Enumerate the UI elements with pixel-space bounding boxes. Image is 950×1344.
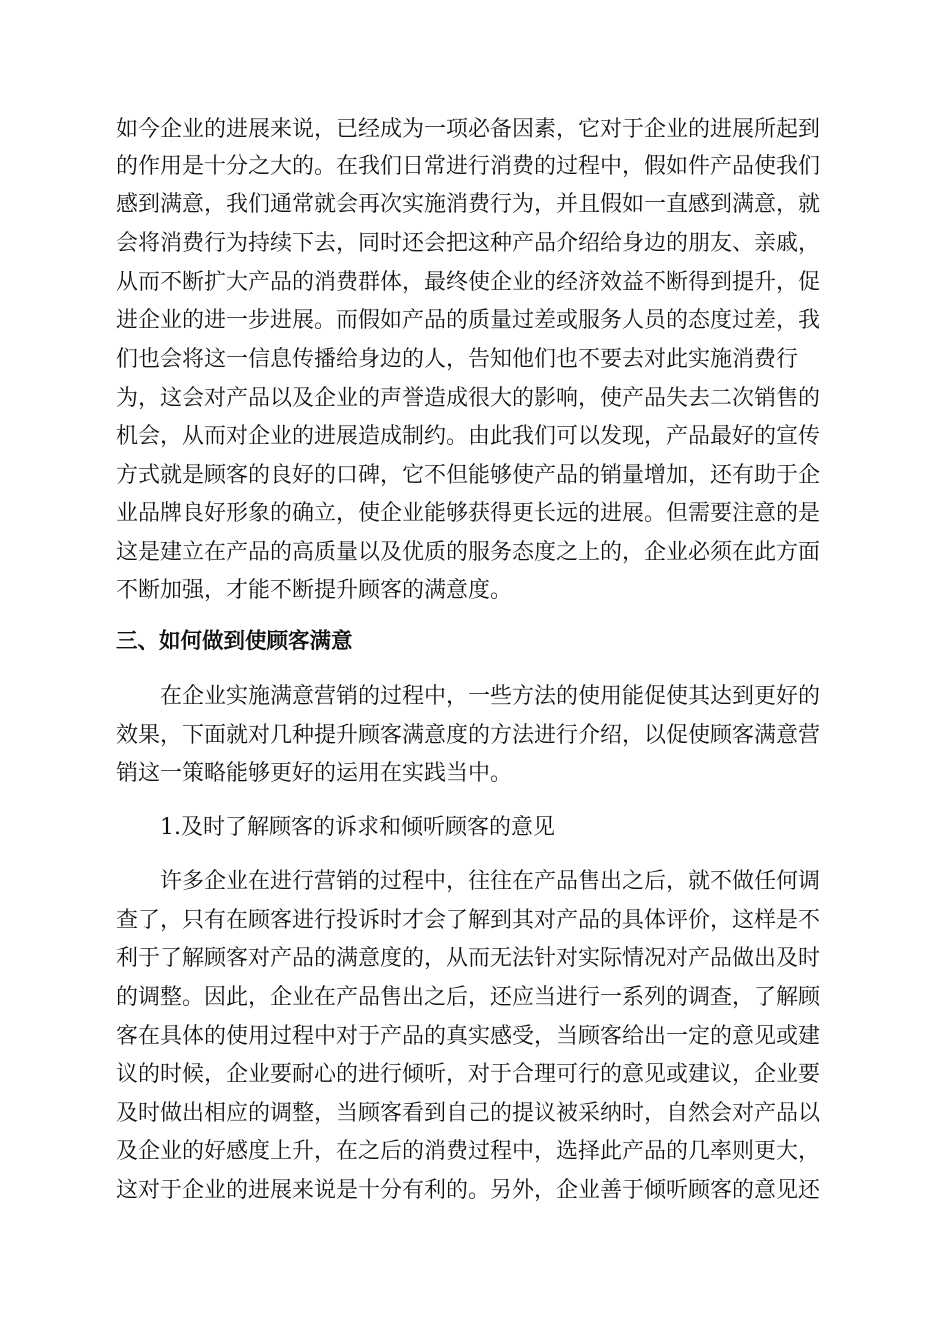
paragraph-line: 客在具体的使用过程中对于产品的真实感受，当顾客给出一定的意见或建 [116, 1024, 821, 1049]
paragraph-line: 进企业的进一步进展。而假如产品的质量过差或服务人员的态度过差，我 [116, 308, 821, 333]
paragraph-line: 业品牌良好形象的确立，使企业能够获得更长远的进展。但需要注意的是 [116, 501, 821, 526]
paragraph-line: 从而不断扩大产品的消费群体，最终使企业的经济效益不断得到提升，促 [116, 270, 821, 295]
paragraph-line: 利于了解顾客对产品的满意度的，从而无法针对实际情况对产品做出及时 [116, 946, 821, 971]
paragraph-line: 为，这会对产品以及企业的声誉造成很大的影响，使产品失去二次销售的 [116, 386, 821, 411]
subheading: 1.及时了解顾客的诉求和倾听顾客的意见 [160, 815, 555, 840]
paragraph-line: 效果，下面就对几种提升顾客满意度的方法进行介绍，以促使顾客满意营 [116, 723, 821, 748]
section-heading: 三、如何做到使顾客满意 [116, 629, 353, 654]
paragraph-line: 的作用是十分之大的。在我们日常进行消费的过程中，假如件产品使我们 [116, 154, 821, 179]
paragraph-line: 机会，从而对企业的进展造成制约。由此我们可以发现，产品最好的宣传 [116, 424, 821, 449]
paragraph-line: 的调整。因此，企业在产品售出之后，还应当进行一系列的调查，了解顾 [116, 985, 821, 1010]
paragraph-line: 方式就是顾客的良好的口碑，它不但能够使产品的销量增加，还有助于企 [116, 463, 821, 488]
paragraph-line: 在企业实施满意营销的过程中，一些方法的使用能促使其达到更好的 [160, 684, 821, 709]
paragraph-line: 及企业的好感度上升，在之后的消费过程中，选择此产品的几率则更大， [116, 1139, 821, 1164]
paragraph-line: 不断加强，才能不断提升顾客的满意度。 [116, 578, 513, 603]
paragraph-line: 这对于企业的进展来说是十分有利的。另外，企业善于倾听顾客的意见还 [116, 1178, 821, 1203]
paragraph-line: 销这一策略能够更好的运用在实践当中。 [116, 761, 513, 786]
paragraph-line: 这是建立在产品的高质量以及优质的服务态度之上的，企业必须在此方面 [116, 540, 821, 565]
paragraph-line: 查了，只有在顾客进行投诉时才会了解到其对产品的具体评价，这样是不 [116, 908, 821, 933]
paragraph-line: 感到满意，我们通常就会再次实施消费行为，并且假如一直感到满意，就 [116, 192, 821, 217]
paragraph-line: 们也会将这一信息传播给身边的人，告知他们也不要去对此实施消费行 [116, 347, 799, 372]
paragraph-line: 如今企业的进展来说，已经成为一项必备因素，它对于企业的进展所起到 [116, 117, 821, 142]
paragraph-line: 会将消费行为持续下去，同时还会把这种产品介绍给身边的朋友、亲戚， [116, 231, 821, 256]
paragraph-line: 及时做出相应的调整，当顾客看到自己的提议被采纳时，自然会对产品以 [116, 1101, 821, 1126]
paragraph-line: 许多企业在进行营销的过程中，往往在产品售出之后，就不做任何调 [160, 869, 821, 894]
paragraph-line: 议的时候，企业要耐心的进行倾听，对于合理可行的意见或建议，企业要 [116, 1062, 821, 1087]
